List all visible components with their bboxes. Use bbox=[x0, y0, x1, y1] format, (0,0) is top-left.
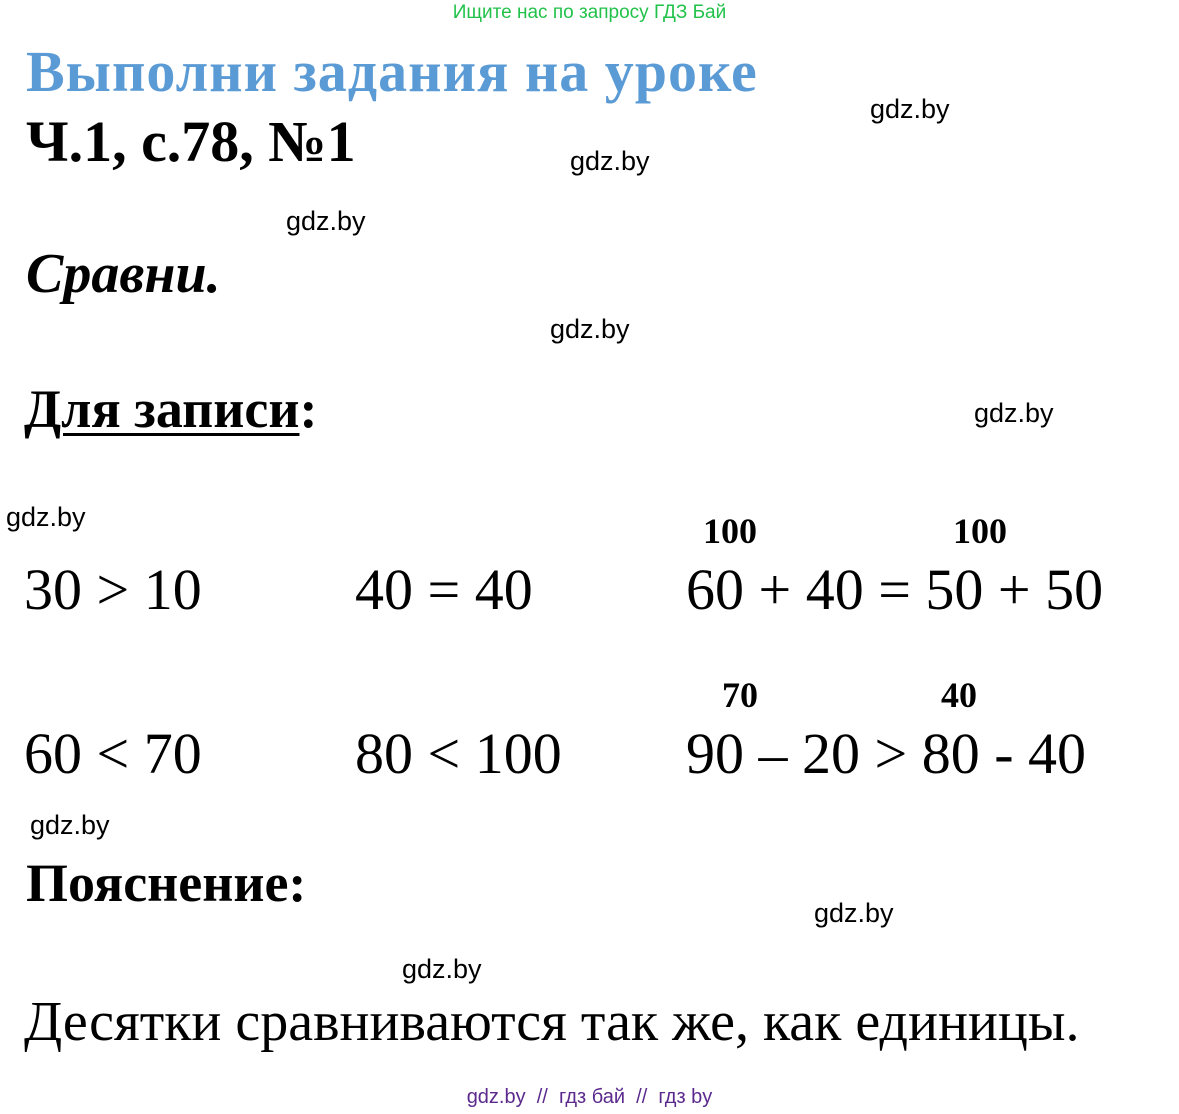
watermark: gdz.by bbox=[814, 898, 894, 928]
comparison-c: 60 + 40 = 50 + 50 bbox=[686, 557, 1104, 622]
comparison-b: 40 = 40 bbox=[355, 557, 533, 622]
comparison-b: 80 < 100 bbox=[355, 721, 562, 786]
watermark: gdz.by bbox=[974, 398, 1054, 428]
search-banner: Ищите нас по запросу ГДЗ Бай bbox=[452, 2, 727, 23]
watermark: gdz.by bbox=[6, 502, 86, 532]
explanation-title: Пояснение: bbox=[26, 853, 307, 913]
comparison-a: 30 > 10 bbox=[24, 557, 202, 622]
footer-links: gdz.by // гдз бай // гдз by bbox=[466, 1086, 713, 1108]
watermark: gdz.by bbox=[570, 146, 650, 176]
record-label-text: Для записи bbox=[24, 379, 300, 439]
hint-diff-right: 40 bbox=[941, 675, 977, 715]
watermark: gdz.by bbox=[550, 314, 630, 344]
hint-sum-left: 100 bbox=[703, 511, 757, 551]
watermark: gdz.by bbox=[30, 810, 110, 840]
comparison-a: 60 < 70 bbox=[24, 721, 202, 786]
watermark: gdz.by bbox=[870, 94, 950, 124]
watermark: gdz.by bbox=[402, 954, 482, 984]
hint-sum-right: 100 bbox=[953, 511, 1007, 551]
hint-diff-left: 70 bbox=[722, 675, 758, 715]
task-instruction: Сравни. bbox=[26, 243, 221, 305]
page-heading: Выполни задания на уроке bbox=[26, 39, 758, 104]
watermark: gdz.by bbox=[286, 206, 366, 236]
record-label-colon: : bbox=[299, 379, 318, 439]
comparison-c: 90 – 20 > 80 - 40 bbox=[686, 721, 1087, 786]
record-label bbox=[24, 378, 317, 440]
explanation-text: Десятки сравниваются так же, как единицы. bbox=[24, 991, 1080, 1053]
task-reference: Ч.1, с.78, №1 bbox=[26, 109, 356, 174]
